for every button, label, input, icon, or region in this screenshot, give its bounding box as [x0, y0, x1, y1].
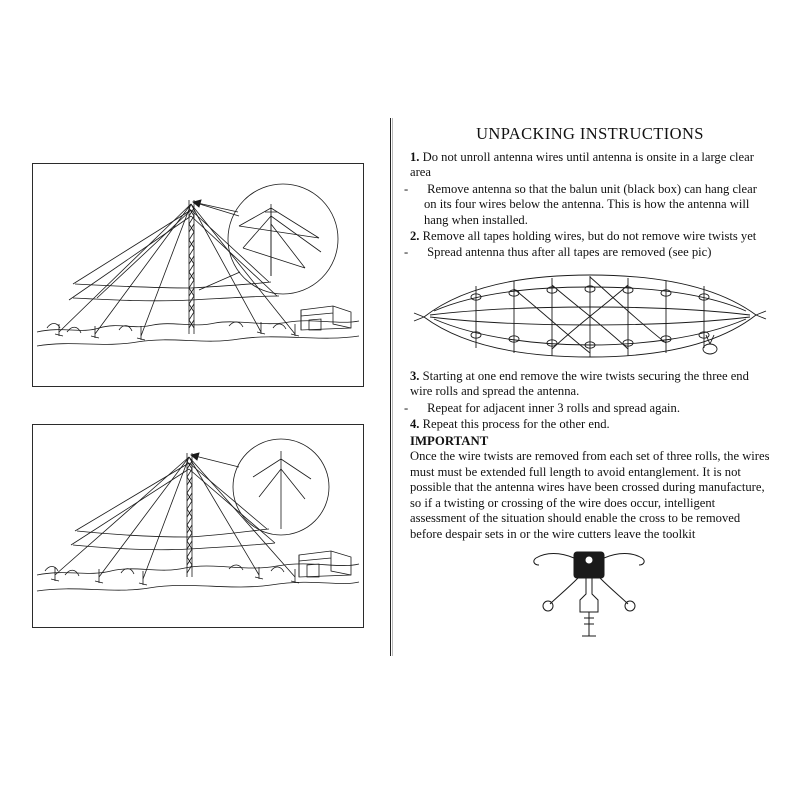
step-2-text: Remove all tapes holding wires, but do not remove wire twists yet: [422, 229, 757, 244]
figure-mast-top: [32, 163, 364, 387]
instructions-column: [404, 124, 770, 642]
step-1-sub-text: Remove antenna so that the balun unit (black box) can hang clear on its four wires below the antenna. This is how the antenna will hang when installed.: [424, 181, 757, 227]
mast-with-antenna-and-detail-callout: [33, 164, 363, 386]
step-3-text: Starting at one end remove the wire twists securing the three end wire rolls and spread the antenna.: [410, 368, 749, 399]
balun-unit-detail: [510, 546, 670, 642]
step-1-sub: [404, 181, 770, 228]
step-4: [410, 417, 770, 432]
step-4-text: Repeat this process for the other end.: [422, 417, 610, 432]
step-3-sub-dash: -: [404, 400, 409, 415]
step-2: [410, 229, 770, 244]
mast-with-antenna-alternate-view: [33, 425, 363, 627]
step-3-sub-text: Repeat for adjacent inner 3 rolls and spread again.: [427, 400, 680, 415]
step-1-text: Do not unroll antenna wires until antenna is onsite in a large clear area: [410, 150, 754, 180]
page-fold-line: [390, 118, 391, 656]
figure-balun-unit: [510, 546, 670, 642]
step-1: [410, 150, 770, 181]
page-fold-shadow: [392, 118, 393, 656]
step-2-sub: [404, 245, 770, 260]
step-3-sub: [404, 400, 770, 416]
figure-spread-antenna: [410, 265, 770, 363]
step-1-sub-dash: -: [404, 181, 409, 196]
page-title: UNPACKING INSTRUCTIONS: [476, 124, 704, 143]
important-heading: IMPORTANT: [410, 434, 489, 449]
step-4-number: 4.: [410, 417, 420, 432]
step-2-sub-text: Spread antenna thus after all tapes are removed (see pic): [427, 245, 712, 260]
step-2-sub-dash: -: [404, 245, 409, 260]
step-1-number: 1.: [410, 150, 420, 164]
spread-antenna-wire-diagram: [410, 265, 770, 363]
step-3-number: 3.: [410, 368, 420, 383]
figure-mast-bottom: [32, 424, 364, 628]
step-2-number: 2.: [410, 229, 420, 244]
step-3: [410, 369, 770, 400]
important-text: Once the wire twists are removed from each set of three rolls, the wires must must be extended full length to avoid entanglement. It is not possible that the antenna wires have been crossed during manufacture, so if a twisting or crossing of the wire does occur, intelligent assessment of the situation should enable the cross to be removed before despair sets in or the wire cutters leave the toolkit: [410, 449, 770, 541]
